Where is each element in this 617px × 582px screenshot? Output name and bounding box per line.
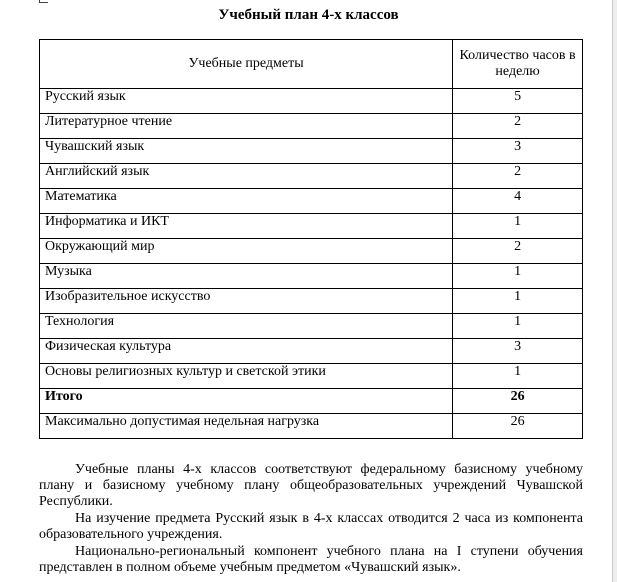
max-load-row bbox=[40, 414, 583, 439]
subject-cell: Чувашский язык bbox=[40, 139, 453, 164]
total-label: Итого bbox=[40, 389, 453, 414]
page-edge bbox=[612, 0, 617, 582]
hours-cell: 3 bbox=[453, 139, 583, 164]
table-header-row bbox=[40, 40, 583, 89]
table-row bbox=[40, 189, 583, 214]
header-hours: Количество часов в неделю bbox=[453, 40, 583, 89]
hours-cell: 2 bbox=[453, 164, 583, 189]
hours-cell: 2 bbox=[453, 114, 583, 139]
subject-cell: Технология bbox=[40, 314, 453, 339]
subject-cell: Английский язык bbox=[40, 164, 453, 189]
table-row bbox=[40, 139, 583, 164]
subject-cell: Литературное чтение bbox=[40, 114, 453, 139]
table-row bbox=[40, 314, 583, 339]
body-text bbox=[39, 462, 583, 577]
header-subjects: Учебные предметы bbox=[40, 40, 453, 89]
subject-cell: Изобразительное искусство bbox=[40, 289, 453, 314]
page-corner-mark bbox=[39, 0, 48, 3]
hours-cell: 1 bbox=[453, 214, 583, 239]
subject-cell: Информатика и ИКТ bbox=[40, 214, 453, 239]
subject-cell: Музыка bbox=[40, 264, 453, 289]
table-row bbox=[40, 89, 583, 114]
total-row bbox=[40, 389, 583, 414]
total-hours: 26 bbox=[453, 389, 583, 414]
hours-cell: 1 bbox=[453, 314, 583, 339]
curriculum-table bbox=[39, 39, 583, 439]
table-row bbox=[40, 239, 583, 264]
table-row bbox=[40, 339, 583, 364]
hours-cell: 1 bbox=[453, 364, 583, 389]
subject-cell: Математика bbox=[40, 189, 453, 214]
page-title: Учебный план 4-х классов bbox=[218, 7, 399, 23]
max-load-label: Максимально допустимая недельная нагрузка bbox=[40, 414, 453, 439]
hours-cell: 2 bbox=[453, 239, 583, 264]
subject-cell: Основы религиозных культур и светской этики bbox=[40, 364, 453, 389]
hours-cell: 1 bbox=[453, 264, 583, 289]
table-row bbox=[40, 364, 583, 389]
hours-cell: 1 bbox=[453, 289, 583, 314]
table-row bbox=[40, 114, 583, 139]
hours-cell: 3 bbox=[453, 339, 583, 364]
hours-cell: 5 bbox=[453, 89, 583, 114]
table-row bbox=[40, 164, 583, 189]
table-row bbox=[40, 264, 583, 289]
table-row bbox=[40, 214, 583, 239]
subject-cell: Физическая культура bbox=[40, 339, 453, 364]
table-row bbox=[40, 289, 583, 314]
paragraph: Учебные планы 4-х классов соответствуют федеральному базисному учебному плану и базисному учебному плану общеобразовательных учреждений Чувашской Республики. bbox=[39, 462, 583, 509]
hours-cell: 4 bbox=[453, 189, 583, 214]
max-load-hours: 26 bbox=[453, 414, 583, 439]
paragraph: Национально-региональный компонент учебного плана на I ступени обучения представлен в полном объеме учебным предметом «Чувашский язык». bbox=[39, 544, 583, 575]
subject-cell: Русский язык bbox=[40, 89, 453, 114]
paragraph: На изучение предмета Русский язык в 4-х классах отводится 2 часа из компонента образовательного учреждения. bbox=[39, 511, 583, 542]
subject-cell: Окружающий мир bbox=[40, 239, 453, 264]
